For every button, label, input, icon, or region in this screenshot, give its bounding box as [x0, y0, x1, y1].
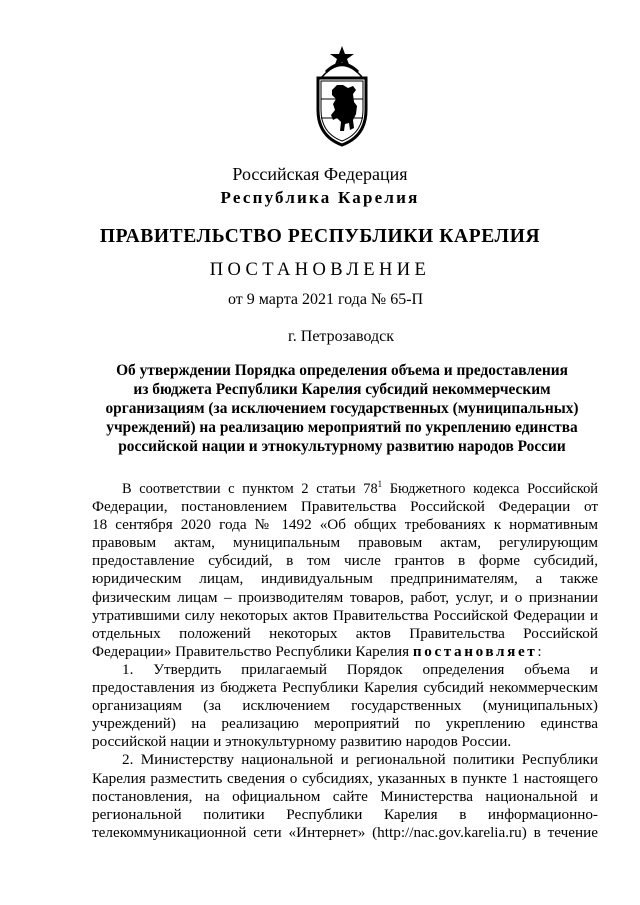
text-line: утратившими силу некоторых актов Правительства Российской Федерации и: [92, 606, 598, 624]
title-line: Об утверждении Порядка определения объема и предоставления: [116, 362, 568, 379]
text-line: Федерации, постановлением Правительства Российской Федерации от: [92, 498, 598, 516]
title-line: из бюджета Республики Карелия субсидий некоммерческим: [133, 381, 551, 398]
text-fragment: :: [537, 642, 542, 660]
text-line: предоставление субсидий, в том числе грантов в форме субсидий,: [92, 552, 598, 570]
text-line: правовым актам, муниципальным правовым актам, регулирующим: [92, 534, 598, 552]
title-line: российской нации и этнокультурному развитию народов России: [118, 438, 566, 455]
country-name: Российская Федерация: [232, 164, 408, 184]
text-line: [92, 643, 598, 661]
text-line: 18 сентября 2020 года № 1492 «Об общих требованиях к нормативным: [92, 516, 598, 534]
date-number: от 9 марта 2021 года № 65-П: [228, 291, 424, 308]
text-line: российской нации и этнокультурному развитию народов России.: [92, 733, 512, 751]
city: г. Петрозаводск: [288, 328, 395, 345]
item-1-paragraph: [92, 661, 598, 751]
government-name: ПРАВИТЕЛЬСТВО РЕСПУБЛИКИ КАРЕЛИЯ: [99, 226, 541, 247]
text-line: отдельных положений некоторых актов Правительства Российской: [92, 624, 598, 642]
republic-name: Республика Карелия: [220, 188, 420, 207]
title-line: организациям (за исключением государственных (муниципальных): [105, 400, 579, 417]
text-line: 2. Министерству национальной и региональной политики Республики: [122, 751, 598, 769]
resolves-word: постановляет: [412, 642, 538, 660]
text-line: организациям (за исключением государственных (муниципальных): [92, 697, 598, 715]
document-title: [100, 361, 584, 456]
text-line: телекоммуникационной сети «Интернет» (http://nac.gov.karelia.ru) в течение: [92, 823, 598, 841]
superscript: 1: [377, 480, 383, 489]
text-line: [92, 480, 598, 498]
text-fragment: Бюджетного кодекса Российской: [382, 481, 598, 497]
text-fragment: В соответствии с пунктом 2 статьи 78: [122, 481, 378, 497]
preamble-paragraph: [92, 480, 598, 661]
text-line: Карелия разместить сведения о субсидиях, указанных в пункте 1 настоящего: [92, 769, 598, 787]
text-line: 1. Утвердить прилагаемый Порядок определения объема и: [122, 660, 598, 678]
text-line: юридическим лицам, индивидуальным предпринимателям, а также: [92, 570, 598, 588]
coat-of-arms-emblem: [310, 44, 374, 148]
title-line: учреждений) на реализацию мероприятий по укреплению единства: [106, 419, 578, 436]
item-2-paragraph: [92, 751, 598, 841]
document-body: [92, 480, 598, 842]
text-fragment: Федерации» Правительство Республики Карелия: [92, 642, 413, 660]
text-line: региональной политики Республики Карелия в информационно-: [92, 805, 598, 823]
text-line: предоставления из бюджета Республики Карелия субсидий некоммерческим: [92, 679, 598, 697]
text-line: физическим лицам – производителям товаров, работ, услуг, и о признании: [92, 588, 598, 606]
text-line: учреждений) на реализацию мероприятий по укреплению единства: [92, 715, 598, 733]
document-type: ПОСТАНОВЛЕНИЕ: [209, 260, 431, 280]
text-line: постановления, на официальном сайте Министерства национальной и: [92, 787, 598, 805]
